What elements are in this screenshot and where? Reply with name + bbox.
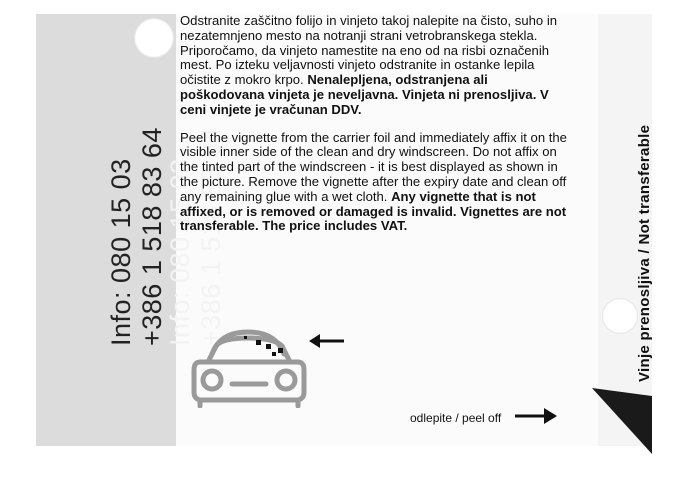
instructions	[180, 14, 572, 247]
phone-line-ghost: +386 1 518 83 64	[196, 127, 226, 346]
punch-hole-top	[134, 18, 174, 58]
info-line: Info: 080 15 03	[106, 158, 136, 346]
arrow-right-icon	[514, 406, 558, 426]
info-line-ghost: Info: 080 15 03	[165, 158, 195, 346]
en-text: Peel the vignette from the carrier foil and immediately affix it on the visible inner side of the clean and dry windscreen. Do not affix on the tinted part of the windscreen - it is best displayed as shown in the picture. Remove the vignette after the expiry date and clean off any remaining glue with a wet cloth.	[180, 129, 567, 204]
peel-off-label: odlepite / peel off	[410, 411, 502, 425]
car-windscreen-icon	[186, 318, 312, 408]
not-transferable-label: Vinje prenosljiva / Not transferable	[636, 124, 653, 382]
phone-line: +386 1 518 83 64	[137, 127, 167, 346]
instructions-slovenian	[180, 14, 572, 118]
sl-bold-text: Nenalepljena, odstranjena ali poškodovana vinjeta je neveljavna. Vinjeta ni prenosljiva. V ceni vinjete je vračunan DDV.	[180, 72, 549, 117]
info-phone-block	[106, 96, 168, 346]
sl-text: Odstranite zaščitno folijo in vinjeto takoj nalepite na čisto, suho in nezatemnjeno mesto na notranji strani vetrobranskega stekla. Priporočamo, da vinjeto namestite na eno od na risbi označenih mest. Po izteku veljavnosti vinjeto odstranite in ostanke lepila očistite z mokro krpo.	[180, 13, 558, 88]
punch-hole-right	[602, 298, 638, 334]
corner-tab	[590, 386, 654, 456]
instructions-english	[180, 131, 572, 235]
arrow-left-icon	[308, 332, 346, 350]
en-bold-text: Any vignette that is not affixed, or is removed or damaged is invalid. Vignettes are not transferable. The price includes VAT.	[180, 188, 567, 234]
